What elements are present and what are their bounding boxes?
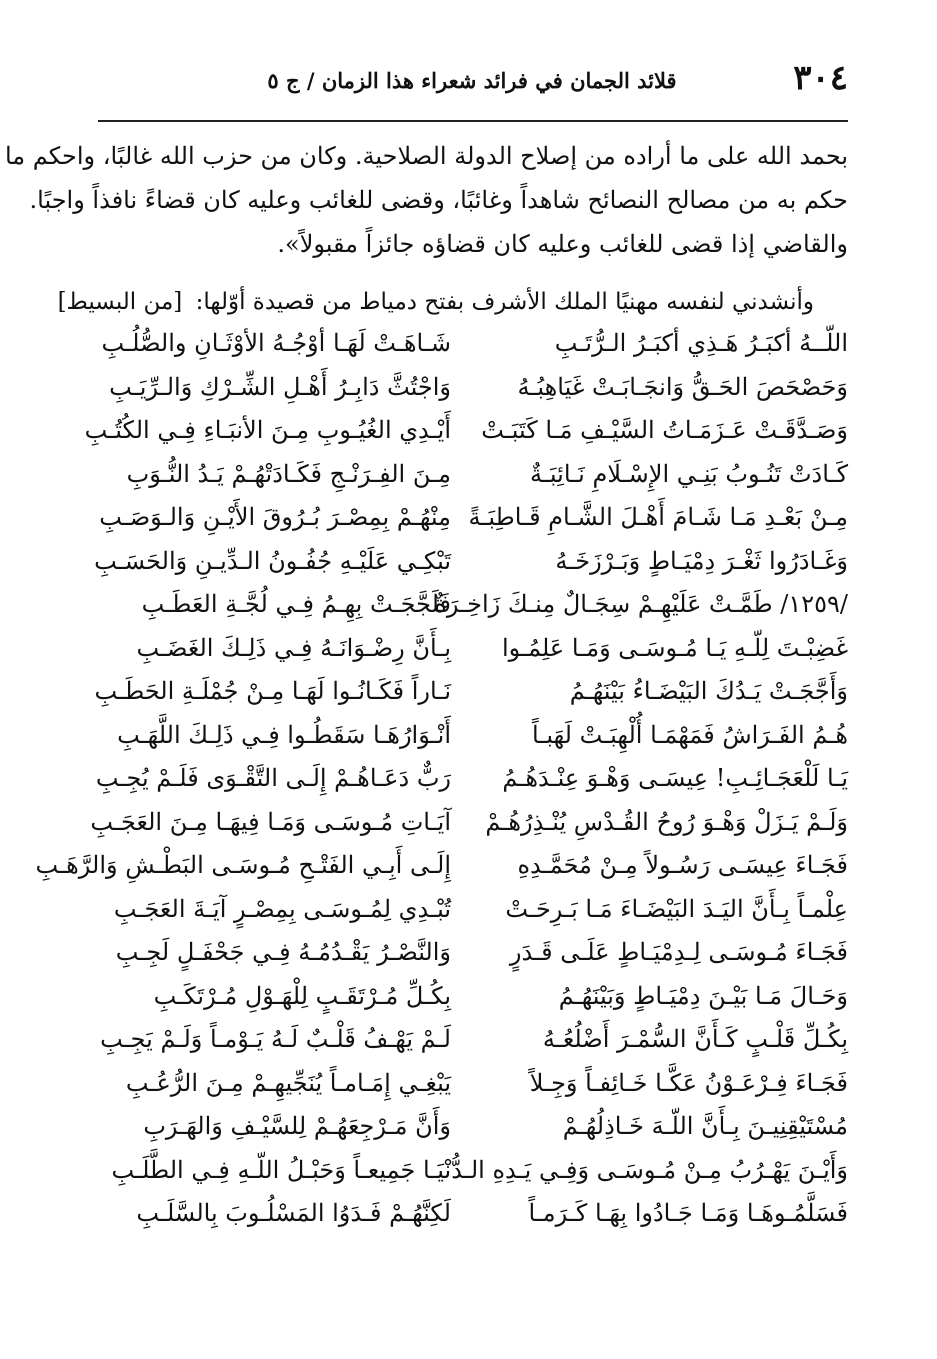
verse	[96, 757, 848, 801]
verse-first-hemistich: مُسْتَيْقِنِيـنَ بِـأَنَّ اللّـهَ خَـاذِلُهُـمْ	[562, 1112, 848, 1140]
verse-second-hemistich: نَـاراً فَكَـانُـوا لَهَـا مِـنْ جُمْلَـةِ الحَطَـبِ	[94, 677, 451, 705]
verse-second-hemistich: آيَـاتِ مُـوسَـى وَمَـا فِيهَـا مِـنَ العَجَـبِ	[90, 807, 451, 836]
verse	[96, 714, 848, 758]
verse-first-hemistich: وَحَـالَ مَـا بَيْـنَ دِمْيَـاطٍ وَبَيْنَهُـمُ	[558, 981, 848, 1010]
verse-second-hemistich: أَيْـدِي الغُيُـوبِ مِـنَ الأنبَـاءِ فِـي الكُتُـبِ	[84, 416, 451, 444]
verse-first-hemistich: غَضِبْـتَ لِلّـهِ يَـا مُـوسَـى وَمَـا عَلِمُـوا	[502, 633, 848, 662]
verse	[96, 888, 848, 932]
poem-intro-text: وأنشدني لنفسه مهنيًا الملك الأشرف بفتح دمياط من قصيدة أوّلها:	[195, 289, 814, 315]
verse-second-hemistich: تَبْكِـي عَلَيْـهِ جُفُـونُ الـدِّيـنِ وَالحَسَـبِ	[94, 546, 451, 575]
verse-full-line: وَأَيْـنَ يَهْـرُبُ مِـنْ مُـوسَـى وَفِـي يَـدِهِ الـدُّنْيَـا جَمِيعـاً وَحَبْـلُ اللّـهِ فِـي الطَّلَـبِ	[111, 1155, 848, 1184]
verse-first-hemistich: فَسَلَّمُـوهَـا وَمَـا جَـادُوا بِهَـا كَـرَمـاً	[528, 1199, 848, 1227]
verse-second-hemistich: وَاجْتُثَّ دَابِـرُ أَهْـلِ الشِّـرْكِ وَالـرِّيَـبِ	[109, 372, 451, 401]
verse-first-hemistich: وَغَـادَرُوا ثَغْـرَ دِمْيَـاطٍ وَبَـرْزَخَـهُ	[555, 546, 848, 575]
verse-second-hemistich: شَـاهَـتْ لَهَـا أوْجُـهُ الأوْثَـانِ والصُّلُـبِ	[101, 329, 451, 357]
verse	[96, 366, 848, 410]
verse	[90, 801, 848, 845]
verse-first-hemistich: فَجَـاءَ مُـوسَـى لِـدِمْيَـاطٍ عَلَـى قَـدَرٍ	[509, 938, 848, 966]
header-rule	[98, 120, 848, 122]
page-number: ٣٠٤	[793, 58, 848, 98]
verse	[96, 1192, 848, 1236]
poem	[35, 322, 848, 1236]
verse	[96, 975, 848, 1019]
verse	[96, 1018, 848, 1062]
verse-first-hemistich: وَحَصْحَصَ الحَـقُّ وَانجَـابَـتْ غَيَاهِبُـهُ	[517, 372, 848, 401]
verse-second-hemistich: يَبْغِـي إِمَـامـاً يُنَجِّيهِـمْ مِـنَ الرُّعُـبِ	[125, 1068, 451, 1097]
page-header	[96, 58, 848, 104]
verse	[96, 540, 848, 584]
verse-first-hemistich: اللّــهُ أكبَـرُ هَـذِي أكبَـرُ الـرُّتَـبِ	[554, 329, 848, 357]
verse-first-hemistich: هُـمُ الفَـرَاشُ فَمَهْمَـا أُلْهِبَـتْ لَهَبـاً	[531, 720, 848, 749]
verse-second-hemistich: فَلَجَّجَـتْ بِهِـمُ فِـي لُجَّـةِ العَطَـبِ	[141, 590, 451, 618]
verse	[96, 931, 848, 975]
verse	[96, 1105, 848, 1149]
verse-first-hemistich: وَأَجَّجَـتْ يَـدُكَ البَيْضَـاءُ بَيْنَهُـمُ	[569, 677, 848, 705]
verse-second-hemistich: لَكِنَّهُـمْ فَـدَوُا المَسْلُـوبَ بِالسَّلَـبِ	[136, 1199, 451, 1227]
verse-first-hemistich: /١٢٥٩/ طَمَّـتْ عَلَيْهِـمْ سِجَـالٌ مِنـكَ زَاخِـرَةٌ	[434, 590, 848, 618]
verse-second-hemistich: بِـأَنَّ رِضْـوَانَـهُ فِـي ذَلِـكَ الغَضَـبِ	[136, 633, 451, 662]
verse	[96, 670, 848, 714]
verse-second-hemistich: رَبٌّ دَعَـاهُـمْ إِلَـى التَّقْـوَى فَلَـمْ يُجِـبِ	[95, 764, 451, 792]
verse-second-hemistich: إِلَـى أَبِـي الفَتْـحِ مُـوسَـى البَطْـشِ وَالرَّهَـبِ	[35, 851, 451, 879]
prose-line: بحمد الله على ما أراده من إصلاح الدولة الصلاحية. وكان من حزب الله غالبًا، واحكم ما	[4, 142, 848, 170]
verse	[35, 844, 848, 888]
verse-second-hemistich: مِنْهُـمْ بِمِصْـرَ بُـرُوقَ الأَيْـنِ وَالـوَصَـبِ	[99, 503, 451, 531]
verse	[96, 627, 848, 671]
verse-first-hemistich: يَـا لَلْعَجَـائِـبِ! عِيسَـى وَهْـوَ عِنْـدَهُـمُ	[502, 764, 848, 792]
verse-first-hemistich: وَصَـدَّقَـتْ عَـزَمَـاتُ السَّيْـفِ مَـا كَتَبَـتْ	[481, 416, 848, 444]
verse-second-hemistich: أَنْـوَارُهَـا سَقَطُـوا فِـي ذَلِـكَ اللَّهَـبِ	[117, 720, 451, 749]
verse-first-hemistich: عِلْمـاً بِـأَنَّ اليَـدَ البَيْضَـاءَ مَـا بَـرِحَـتْ	[505, 894, 848, 923]
verse-second-hemistich: لَـمْ يَهْـفُ قَلْـبٌ لَـهُ يَـوْمـاً وَلَـمْ يَجِـبِ	[100, 1025, 451, 1053]
verse	[96, 583, 848, 627]
verse-first-hemistich: فَجَـاءَ عِيسَـى رَسُـولاً مِـنْ مُحَمَّـدِهِ	[517, 851, 848, 879]
poem-intro	[57, 282, 848, 322]
verse-second-hemistich: تُبْـدِي لِمُـوسَـى بِمِصْـرٍ آيَـةَ العَجَـبِ	[113, 894, 451, 923]
verse-first-hemistich: وَلَـمْ يَـزَلْ وَهْـوَ رُوحُ القُـدْسِ يُنْـذِرُهُـمْ	[485, 807, 848, 836]
prose-line: والقاضي إذا قضى للغائب وعليه كان قضاؤه جائزاً مقبولاً».	[277, 230, 848, 258]
verse-second-hemistich: وَالنَّصْـرُ يَقْـدُمُـهُ فِـي جَحْفَـلٍ لَجِـبِ	[115, 938, 451, 966]
verse-second-hemistich: مِـنَ الفِـرَنْـجِ فَكَـادَتْهُـمْ يَـدُ النُّـوَبِ	[126, 459, 451, 488]
verse	[84, 409, 848, 453]
verse-first-hemistich: بِكُـلِّ قَلْـبٍ كَـأَنَّ السُّمْـرَ أَضْلُعُـهُ	[542, 1025, 848, 1053]
verse-first-hemistich: مِـنْ بَعْـدِ مَـا شَـامَ أَهْـلَ الشَّـامِ قَـاطِبَـةً	[468, 503, 848, 531]
running-title: قلائد الجمان في فرائد شعراء هذا الزمان / ج ٥	[267, 68, 677, 93]
verse	[96, 496, 848, 540]
poem-meter: [من البسيط]	[57, 289, 183, 315]
verse-second-hemistich: بِكُـلِّ مُـرْتَقَـبٍ لِلْهَـوْلِ مُـرْتَكَـبِ	[153, 981, 451, 1010]
verse-full-width	[96, 1149, 848, 1193]
verse-second-hemistich: وَأَنَّ مَـرْجِعَهُـمْ لِلسَّيْـفِ وَالهَـرَبِ	[143, 1112, 451, 1140]
verse-first-hemistich: كَـادَتْ تَنُـوبُ بَنِـي الإِسْـلَامِ نَـائِبَـةٌ	[530, 459, 848, 488]
verse	[96, 322, 848, 366]
verse	[96, 1062, 848, 1106]
prose-line: حكم به من مصالح النصائح شاهداً وغائبًا، وقضى للغائب وعليه كان قضاءً نافذاً واجبًا.	[29, 186, 848, 214]
prose-paragraph	[4, 134, 848, 266]
verse	[96, 453, 848, 497]
verse-first-hemistich: فَجَـاءَ فِـرْعَـوْنُ عَكَّـا خَـائِفـاً وَجِـلاً	[529, 1068, 848, 1097]
